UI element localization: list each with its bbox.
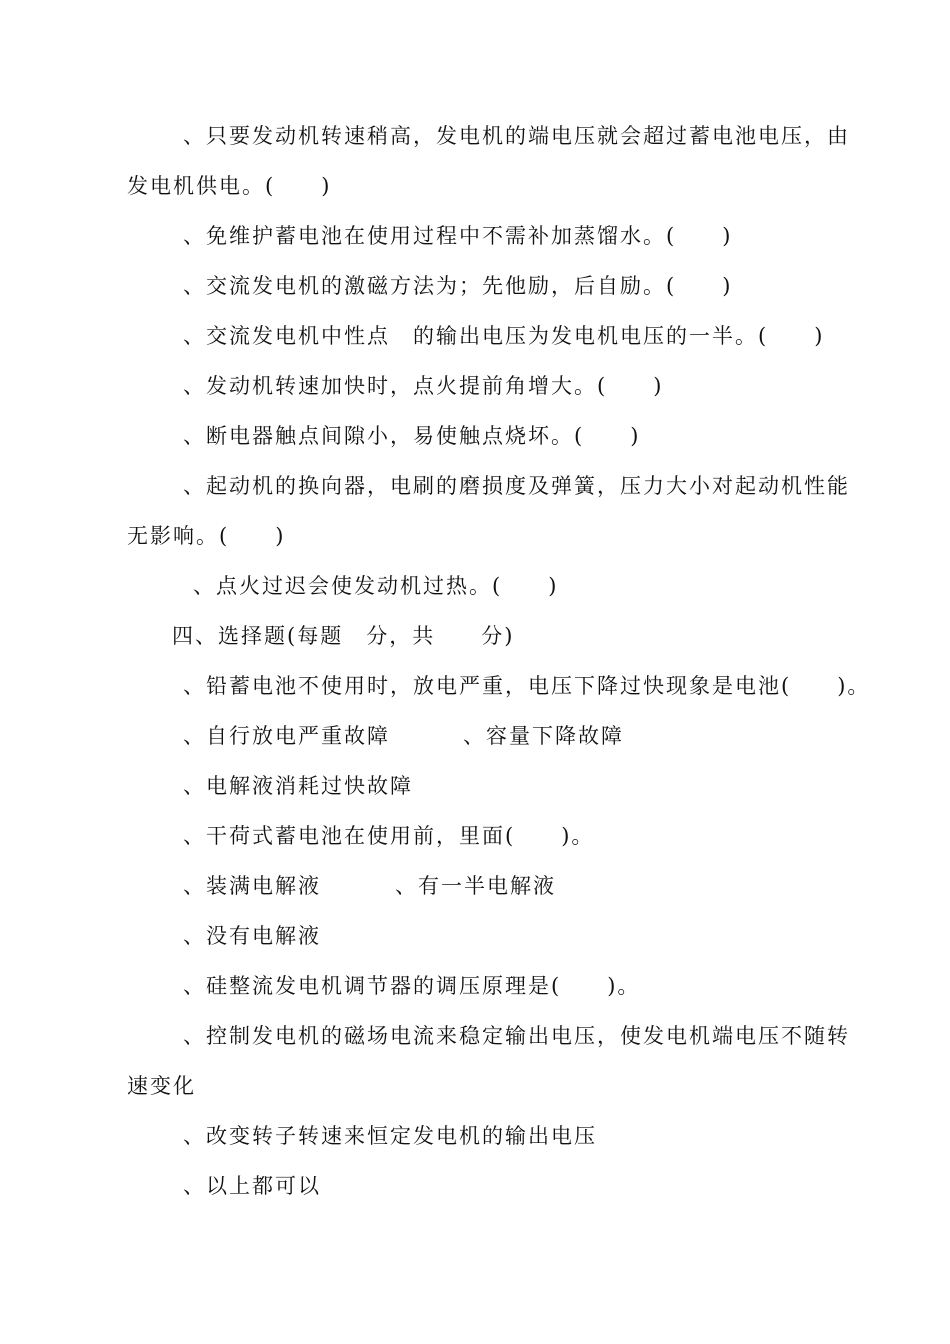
option-text: 速变化 bbox=[127, 1074, 196, 1098]
question-text: 发电机供电。( ) bbox=[127, 174, 332, 198]
option-text: 、电解液消耗过快故障 bbox=[183, 774, 413, 798]
option-text: 、改变转子转速来恒定发电机的输出电压 bbox=[183, 1124, 597, 1148]
option-text: 、自行放电严重故障 bbox=[183, 724, 390, 748]
question-text: 、只要发动机转速稍高，发电机的端电压就会超过蓄电池电压，由 bbox=[183, 124, 850, 148]
option-text: 、控制发电机的磁场电流来稳定输出电压，使发电机端电压不随转 bbox=[183, 1024, 850, 1048]
section-heading: 四、选择题(每题 分，共 分) bbox=[172, 624, 515, 648]
question-text: 、起动机的换向器，电刷的磨损度及弹簧，压力大小对起动机性能 bbox=[183, 474, 850, 498]
option-text: 、容量下降故障 bbox=[463, 724, 624, 748]
question-text: 、交流发电机的激磁方法为；先他励，后自励。( ) bbox=[183, 274, 733, 298]
question-text: 、干荷式蓄电池在使用前，里面( )。 bbox=[183, 824, 595, 848]
option-text: 、有一半电解液 bbox=[395, 874, 556, 898]
question-text: 、硅整流发电机调节器的调压原理是( )。 bbox=[183, 974, 641, 998]
question-text: 无影响。( ) bbox=[127, 524, 286, 548]
option-text: 、装满电解液 bbox=[183, 874, 321, 898]
question-text: 、免维护蓄电池在使用过程中不需补加蒸馏水。( ) bbox=[183, 224, 733, 248]
question-text: 、铅蓄电池不使用时，放电严重，电压下降过快现象是电池( )。 bbox=[183, 674, 871, 698]
question-text: 、断电器触点间隙小，易使触点烧坏。( ) bbox=[183, 424, 641, 448]
option-text: 、没有电解液 bbox=[183, 924, 321, 948]
question-text: 、点火过迟会使发动机过热。( ) bbox=[193, 574, 559, 598]
question-text: 、交流发电机中性点 的输出电压为发电机电压的一半。( ) bbox=[183, 324, 825, 348]
option-text: 、以上都可以 bbox=[183, 1174, 321, 1198]
question-text: 、发动机转速加快时，点火提前角增大。( ) bbox=[183, 374, 664, 398]
